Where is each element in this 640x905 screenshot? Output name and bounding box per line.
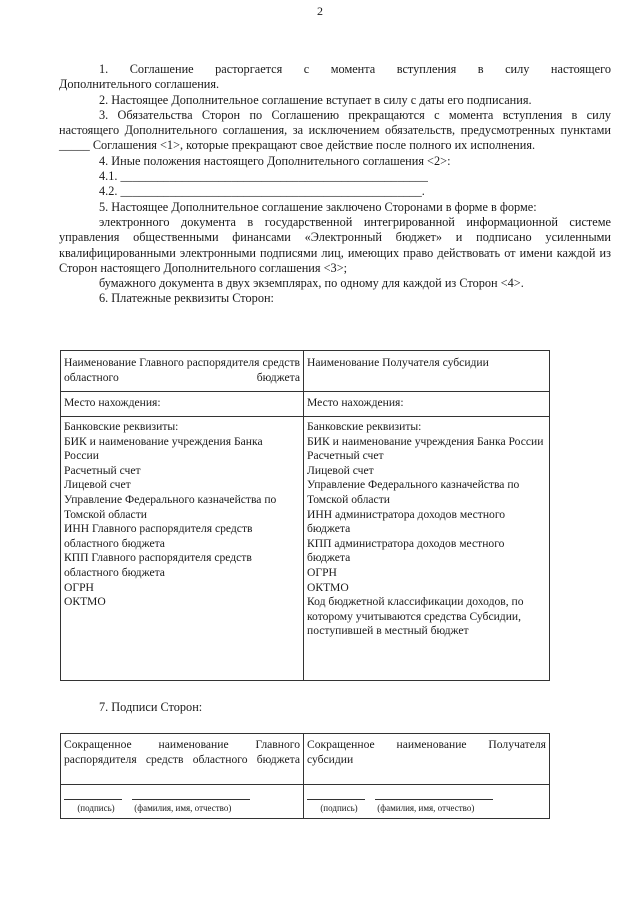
bank-details-right: [304, 417, 550, 681]
bank-line: ИНН Главного распорядителя средств областного бюджета: [64, 522, 253, 550]
paragraph-6: 6. Платежные реквизиты Сторон:: [99, 291, 274, 306]
bank-line: БИК и наименование учреждения Банка России: [307, 434, 544, 448]
location-right: Место нахождения:: [304, 392, 550, 417]
requisites-header-right: Наименование Получателя субсидии: [304, 351, 550, 392]
paragraph-4-2: 4.2. _________________________________________________.: [99, 184, 425, 199]
bank-line: Расчетный счет: [64, 463, 141, 477]
paragraph-3: 3. Обязательства Сторон по Соглашению прекращаются с момента вступления в силу настоящего Дополнительного соглашения, за исключением обязательств, предусмотренных пунктами _____ Соглашения <1>, которые прекращают свое действие после полного их исполнения.: [59, 107, 611, 153]
bank-line: КПП Главного распорядителя средств областного бюджета: [64, 551, 252, 579]
bank-line: ОКТМО: [64, 595, 106, 609]
fullname-label: (фамилия, имя, отчество): [134, 803, 232, 813]
fullname-label: (фамилия, имя, отчество): [377, 803, 475, 813]
page-number: 2: [317, 4, 323, 18]
location-left: Место нахождения:: [61, 392, 304, 417]
paragraph-5: 5. Настоящее Дополнительное соглашение заключено Сторонами в форме в форме:: [99, 199, 537, 214]
left-name-text: Сокращенное наименование Главного распорядителя средств областного бюджета: [64, 738, 300, 766]
right-name-text: Сокращенное наименование Получателя субсидии: [307, 738, 546, 766]
requisites-table: [60, 350, 550, 681]
paragraph-4-1: 4.1. __________________________________________________: [99, 169, 428, 184]
signature-cell-left: [61, 785, 304, 819]
signature-line: [64, 789, 122, 800]
paragraph-2: 2. Настоящее Дополнительное соглашение вступает в силу с даты его подписания.: [99, 92, 532, 107]
bank-line: Управление Федерального казначейства по Томской области: [307, 478, 520, 506]
bank-line: Расчетный счет: [307, 449, 384, 463]
agreement-body: [59, 62, 611, 307]
bank-line: БИК и наименование учреждения Банка России: [64, 434, 263, 463]
bank-line: Лицевой счет: [307, 463, 374, 477]
bank-line: ИНН администратора доходов местного бюджета: [307, 507, 506, 536]
paragraph-4: 4. Иные положения настоящего Дополнительного соглашения <2>:: [99, 153, 451, 168]
bank-line: КПП администратора доходов местного бюджета: [307, 536, 505, 565]
signatures-table: [60, 733, 550, 819]
bank-line: Управление Федерального казначейства по Томской области: [64, 492, 277, 521]
bank-line: ОГРН: [307, 565, 337, 579]
fullname-line: [132, 789, 250, 800]
signature-cell-right: [304, 785, 550, 819]
bank-details-left: [61, 417, 304, 681]
paragraph-1-line-1: 1. Соглашение расторгается с момента вступления в силу настоящего: [99, 62, 611, 76]
paragraph-1-line-2: Дополнительного соглашения.: [59, 77, 220, 92]
signature-label: (подпись): [320, 803, 358, 813]
requisites-header-left: [61, 351, 304, 392]
bank-line: ОКТМО: [307, 580, 349, 594]
paragraph-5-paper: бумажного документа в двух экземплярах, по одному для каждой из Сторон <4>.: [99, 276, 524, 291]
signature-name-left: [61, 734, 304, 785]
bank-line: Лицевой счет: [64, 478, 131, 492]
bank-line: Банковские реквизиты:: [64, 420, 179, 433]
bank-line: ОГРН: [64, 580, 94, 594]
bank-line: Банковские реквизиты:: [307, 420, 422, 433]
section-7-title: 7. Подписи Сторон:: [99, 700, 203, 714]
bank-line: Код бюджетной классификации доходов, по которому учитываются средства Субсидии, поступившей в местный бюджет: [307, 595, 524, 638]
signature-label: (подпись): [77, 803, 115, 813]
fullname-line: [375, 789, 493, 800]
signature-name-right: [304, 734, 550, 785]
signature-line: [307, 789, 365, 800]
paragraph-5-electronic: электронного документа в государственной интегрированной информационной системе управления общественными финансами «Электронный бюджет» и подписано усиленными квалифицированными электронными подписями лиц, имеющих право действовать от имени каждой из Сторон настоящего Дополнительного соглашения <3>;: [59, 214, 611, 275]
header-left-text: Наименование Главного распорядителя средств областного бюджета: [64, 356, 300, 384]
